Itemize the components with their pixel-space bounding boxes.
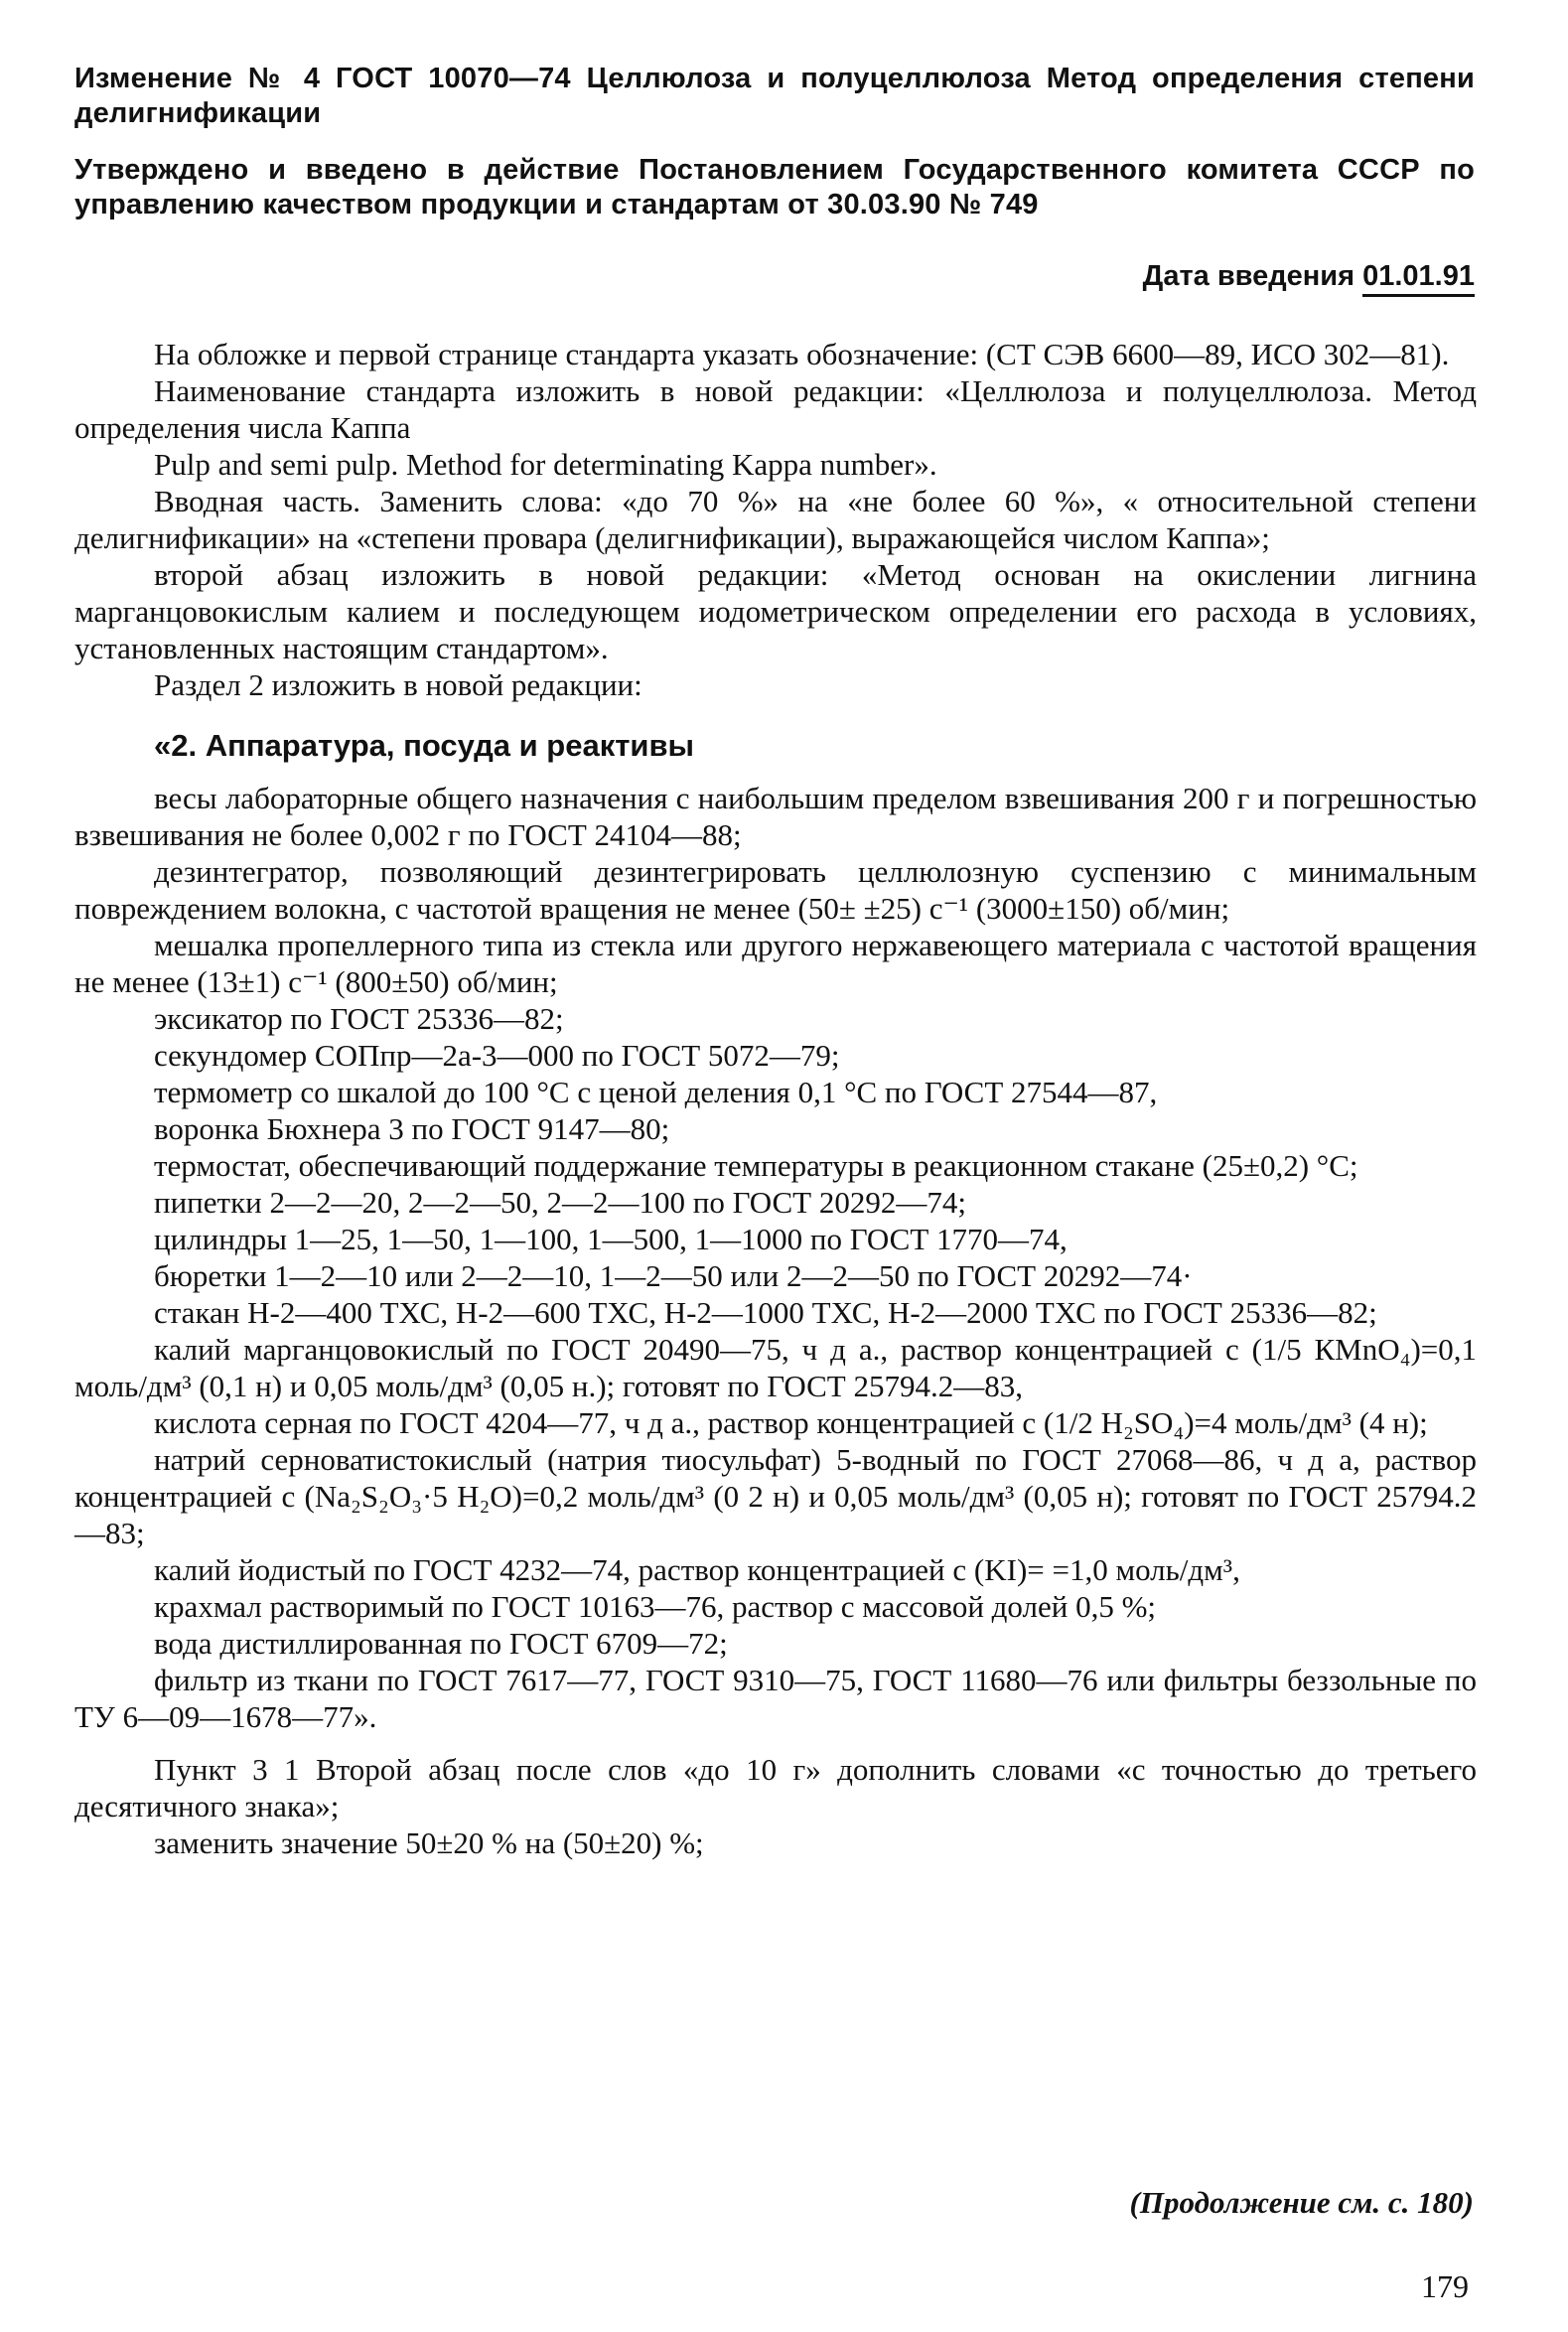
paragraph: На обложке и первой странице стандарта указать обозначение: (СТ СЭВ 6600—89, ИСО 302—81). [154,337,1450,371]
list-item: Пункт 3 1 Второй абзац после слов «до 10 г» дополнить словами «с точностью до третьего десятичного знака»; [74,1752,1477,1823]
page-number: 179 [1421,2268,1469,2304]
paragraph: Раздел 2 изложить в новой редакции: [154,667,642,702]
list-item: термостат, обеспечивающий поддержание температуры в реакционном стакане (25±0,2) °С; [154,1148,1358,1183]
list-item: секундомер СОПпр—2а-3—000 по ГОСТ 5072—79; [154,1038,840,1073]
approval-statement: Утверждено и введено в действие Постановлением Государственного комитета СССР по управлению качеством продукции и стандартам от 30.03.90 № 749 [74,154,1475,220]
effective-date-label: Дата введения [1142,260,1355,292]
list-item: дезинтегратор, позволяющий дезинтегрировать целлюлозную суспензию с минимальным повреждением волокна, с частотой вращения не менее (50± ±25) с⁻¹ (3000±150) об/мин; [74,854,1477,926]
continuation-note: (Продолжение см. с. 180) [1129,2185,1474,2220]
list-item: бюретки 1—2—10 или 2—2—10, 1—2—50 или 2—2—50 по ГОСТ 20292—74· [154,1258,1193,1293]
effective-date-value: 01.01.91 [1362,260,1475,297]
list-item: заменить значение 50±20 % на (50±20) %; [154,1825,704,1860]
paragraph: Pulp and semi pulp. Method for determinating Kappa number». [154,447,937,482]
document-header [74,62,1475,293]
effective-date [74,260,1475,293]
document-body [74,336,1477,1861]
amendment-title: Изменение № 4 ГОСТ 10070—74 Целлюлоза и полуцеллюлоза Метод определения степени делигнификации [74,63,1475,129]
list-item: стакан Н-2—400 ТХС, Н-2—600 ТХС, Н-2—1000 ТХС, Н-2—2000 ТХС по ГОСТ 25336—82; [154,1295,1377,1330]
list-item: крахмал растворимый по ГОСТ 10163—76, раствор с массовой долей 0,5 %; [154,1589,1157,1624]
list-item: цилиндры 1—25, 1—50, 1—100, 1—500, 1—1000 по ГОСТ 1770—74, [154,1222,1068,1256]
list-item: калий йодистый по ГОСТ 4232—74, раствор концентрацией с (KI)= =1,0 моль/дм³, [154,1552,1240,1587]
paragraph: Наименование стандарта изложить в новой редакции: «Целлюлоза и полуцеллюлоза. Метод определения числа Каппа [74,373,1477,445]
list-item: вода дистиллированная по ГОСТ 6709—72; [154,1626,728,1661]
list-item: эксикатор по ГОСТ 25336—82; [154,1001,564,1036]
section-title: «2. Аппаратура, посуда и реактивы [154,728,695,763]
list-item: термометр со шкалой до 100 °С с ценой деления 0,1 °С по ГОСТ 27544—87, [154,1075,1158,1109]
list-item: натрий серноватистокислый (натрия тиосульфат) 5-водный по ГОСТ 27068—86, ч д а, раствор концентрацией с (Na₂S₂O₃·5 Н₂О)=0,2 моль/дм³ (0 2 н) и 0,05 моль/дм³ (0,05 н); готовят по ГОСТ 25794.2—83; [74,1442,1477,1550]
list-item: фильтр из ткани по ГОСТ 7617—77, ГОСТ 9310—75, ГОСТ 11680—76 или фильтры беззольные по ТУ 6—09—1678—77». [74,1663,1477,1734]
list-item: мешалка пропеллерного типа из стекла или другого нержавеющего материала с частотой вращения не менее (13±1) с⁻¹ (800±50) об/мин; [74,928,1477,999]
list-item: весы лабораторные общего назначения с наибольшим пределом взвешивания 200 г и погрешностью взвешивания не более 0,002 г по ГОСТ 24104—88; [74,781,1477,852]
paragraph: второй абзац изложить в новой редакции: «Метод основан на окислении лигнина марганцовокислым калием и последующем иодометрическом определении его расхода в условиях, установленных настоящим стандартом». [74,557,1477,665]
list-item: воронка Бюхнера 3 по ГОСТ 9147—80; [154,1111,670,1146]
list-item: кислота серная по ГОСТ 4204—77, ч д а., раствор концентрацией с (1/2 Н₂SO₄)=4 моль/дм³ (4 н); [154,1405,1428,1440]
paragraph: Вводная часть. Заменить слова: «до 70 %» на «не более 60 %», « относительной степени делигнификации» на «степени провара (делигнификации), выражающейся числом Каппа»; [74,484,1477,555]
list-item: калий марганцовокислый по ГОСТ 20490—75, ч д а., раствор концентрацией с (1/5 КМnО₄)=0,1 моль/дм³ (0,1 н) и 0,05 моль/дм³ (0,05 н.); готовят по ГОСТ 25794.2—83, [74,1332,1477,1403]
list-item: пипетки 2—2—20, 2—2—50, 2—2—100 по ГОСТ 20292—74; [154,1185,966,1220]
